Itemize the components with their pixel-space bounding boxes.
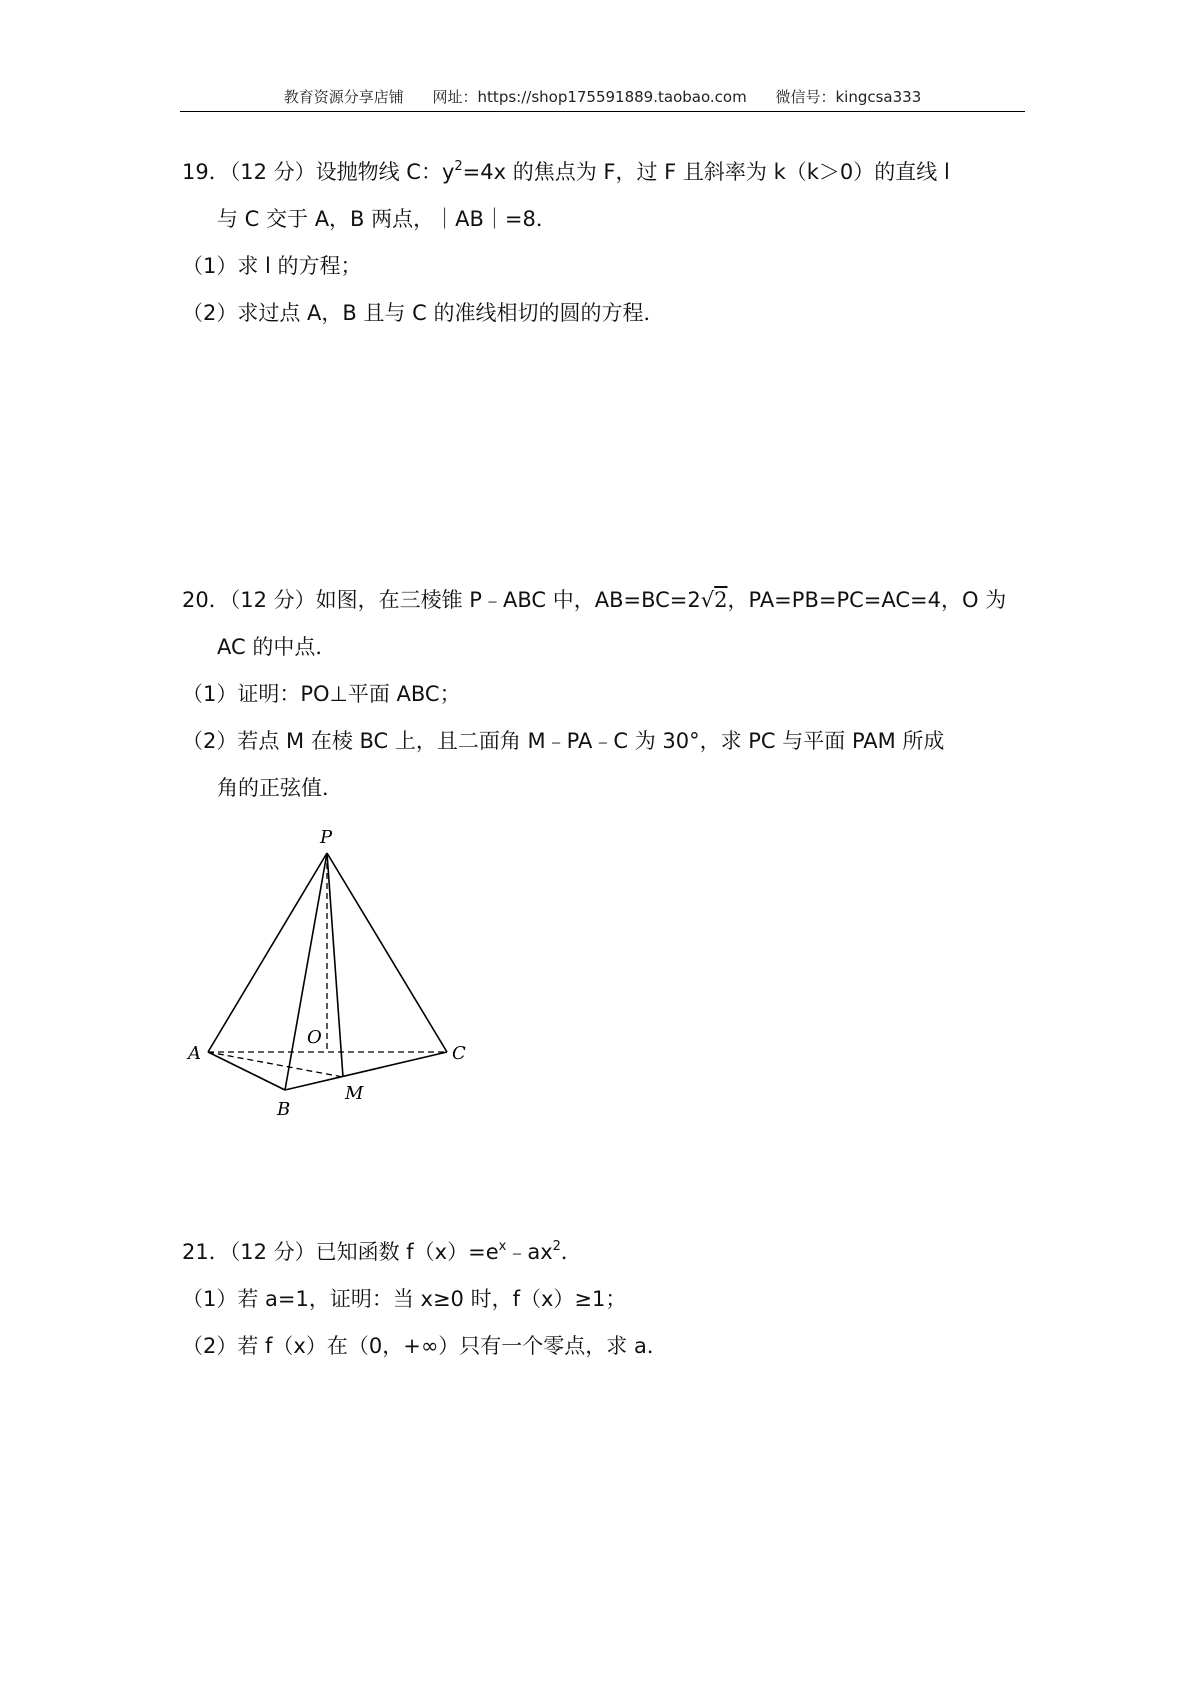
label-C: C: [452, 1043, 466, 1064]
q19-stem-line1: [182, 158, 950, 186]
edge-PM: [327, 853, 343, 1077]
edge-AM-hidden: [208, 1052, 343, 1077]
header-shop: 教育资源分享店铺: [283, 88, 404, 106]
label-P: P: [320, 827, 333, 848]
q20-stem-line1: [182, 586, 1006, 614]
q19-stem-line2: 与 C 交于 A，B 两点，｜AB｜=8．: [217, 207, 557, 231]
q20-part2-line2: 角的正弦值．: [217, 776, 343, 800]
q20-text-b: ，PA=PB=PC=AC=4，O 为: [727, 588, 1007, 612]
q21-part1: （1）若 a=1，证明：当 x≥0 时，f（x）≥1；: [182, 1287, 627, 1311]
pyramid-figure: [180, 815, 480, 1125]
q20-radicand: 2: [714, 588, 728, 612]
q19-part1: （1）求 l 的方程；: [182, 254, 362, 278]
header-url: 网址：https://shop175591889.taobao.com: [432, 88, 747, 106]
label-A: A: [188, 1043, 201, 1064]
header-rule: [180, 111, 1025, 112]
q19-text-a: 19．（12 分）设抛物线 C：y: [182, 160, 455, 184]
q21-text-a: 21．（12 分）已知函数 f（x）=e: [182, 1240, 499, 1264]
q19-text-b: =4x 的焦点为 F，过 F 且斜率为 k（k＞0）的直线 l: [462, 160, 950, 184]
label-M: M: [345, 1083, 364, 1104]
q19-part2: （2）求过点 A，B 且与 C 的准线相切的圆的方程．: [182, 301, 665, 325]
q21-exponent-x: x: [498, 1239, 507, 1254]
q21-exponent-2: 2: [552, 1239, 561, 1254]
label-O: O: [307, 1027, 322, 1048]
q21-stem: [182, 1238, 582, 1266]
q20-stem-line2: AC 的中点．: [217, 635, 337, 659]
page-header: [180, 86, 1025, 107]
q20-part1: （1）证明：PO⊥平面 ABC；: [182, 682, 461, 706]
q20-part2-line1: （2）若点 M 在棱 BC 上，且二面角 M﹣PA﹣C 为 30°，求 PC 与平面 PAM 所成: [182, 729, 945, 753]
edge-PC: [327, 853, 447, 1052]
q21-text-c: ．: [560, 1240, 582, 1264]
q19-exponent: 2: [454, 159, 463, 174]
q21-part2: （2）若 f（x）在（0，+∞）只有一个零点，求 a．: [182, 1334, 668, 1358]
sqrt-symbol: √2: [700, 588, 728, 612]
label-B: B: [277, 1099, 291, 1120]
pyramid-diagram: [180, 815, 480, 1125]
q20-text-a: 20．（12 分）如图，在三棱锥 P﹣ABC 中，AB=BC=2: [182, 588, 701, 612]
edge-AB: [208, 1052, 285, 1090]
q21-text-b: ﹣ax: [506, 1240, 553, 1264]
header-wechat: 微信号：kingcsa333: [775, 88, 922, 106]
